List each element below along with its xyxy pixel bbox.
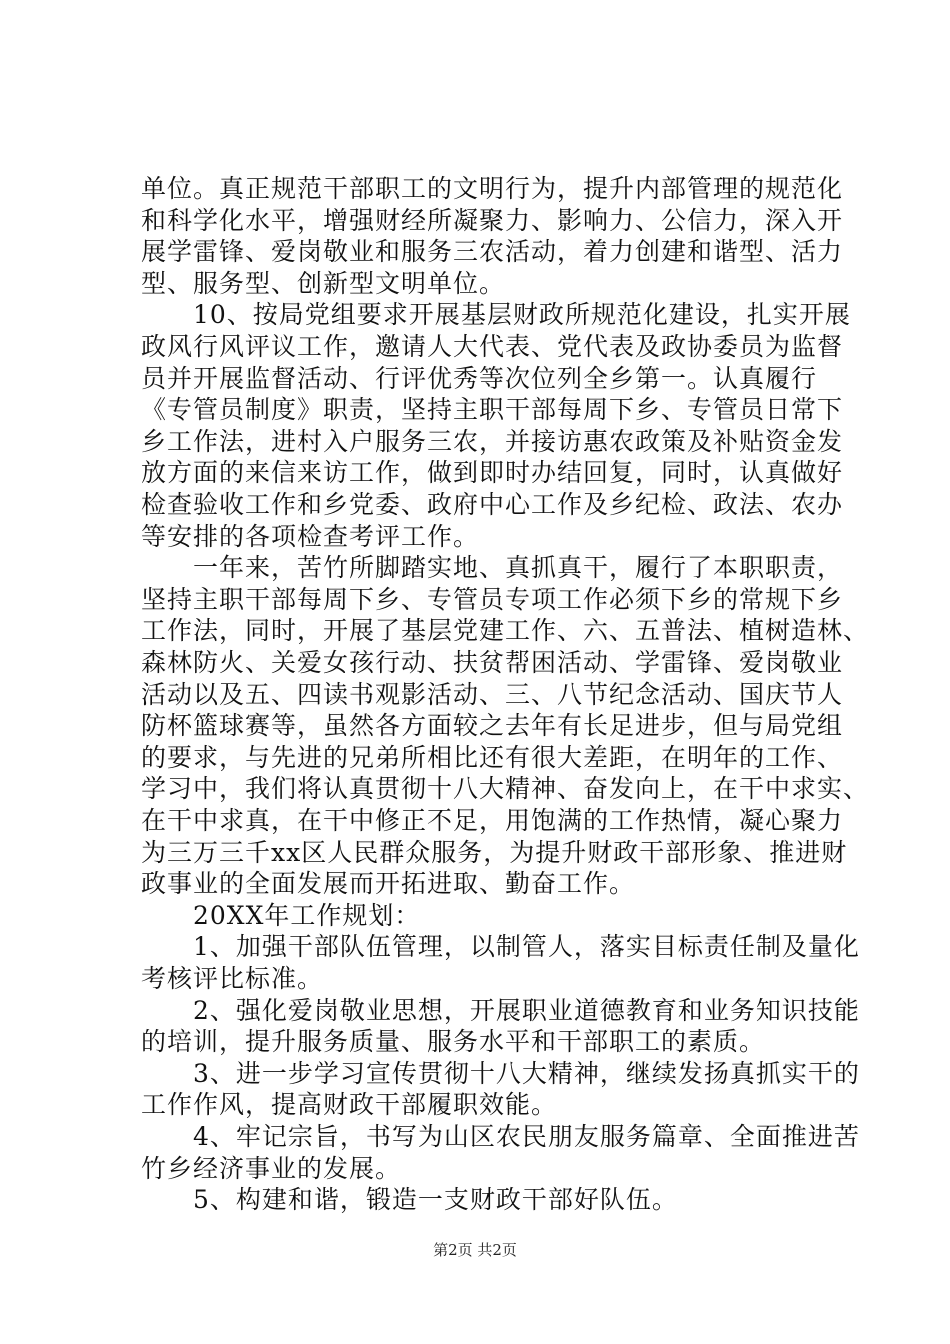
body-text-line: 竹乡经济事业的发展。 — [141, 1153, 402, 1183]
body-text-line: 森林防火、关爱女孩行动、扶贫帮困活动、学雷锋、爱岗敬业 — [141, 648, 844, 677]
body-text-line: 10、按局党组要求开展基层财政所规范化建设，扎实开展 — [141, 300, 851, 330]
body-text-line: 等安排的各项检查考评工作。 — [141, 521, 480, 551]
body-text-line: 工作法，同时，开展了基层党建工作、六、五普法、植树造林、 — [141, 616, 870, 646]
body-text-line: 和科学化水平，增强财经所凝聚力、影响力、公信力，深入开 — [141, 205, 844, 235]
page-number-footer: 第2页 共2页 — [433, 1241, 517, 1259]
body-text-line: 一年来，苦竹所脚踏实地、真抓真干，履行了本职职责， — [141, 553, 844, 583]
body-text-line: 为三万三千xx区人民群众服务，为提升财政干部形象、推进财 — [141, 837, 848, 867]
body-text-line: 的培训，提升服务质量、服务水平和干部职工的素质。 — [141, 1027, 766, 1057]
section-heading: 20XX年工作规划： — [141, 900, 421, 930]
body-text-line: 活动以及五、四读书观影活动、三、八节纪念活动、国庆节人 — [141, 679, 844, 709]
body-text-line: 员并开展监督活动、行评优秀等次位列全乡第一。认真履行 — [141, 363, 818, 393]
body-text-line: 《专管员制度》职责，坚持主职干部每周下乡、专管员日常下 — [141, 395, 844, 425]
body-text-line: 放方面的来信来访工作，做到即时办结回复，同时，认真做好 — [141, 458, 844, 488]
body-text-line: 考核评比标准。 — [141, 964, 324, 993]
body-text-line: 型、服务型、创新型文明单位。 — [141, 268, 506, 298]
body-text-line: 1、加强干部队伍管理，以制管人，落实目标责任制及量化 — [141, 932, 860, 962]
body-text-line: 单位。真正规范干部职工的文明行为，提升内部管理的规范化 — [141, 174, 844, 203]
body-text-line: 展学雷锋、爱岗敬业和服务三农活动，着力创建和谐型、活力 — [141, 237, 844, 267]
body-text-line: 乡工作法，进村入户服务三农，并接访惠农政策及补贴资金发 — [141, 426, 844, 456]
body-text-line: 工作作风，提高财政干部履职效能。 — [141, 1090, 558, 1120]
body-text-line: 5、构建和谐，锻造一支财政干部好队伍。 — [141, 1185, 678, 1215]
body-text-line: 政风行风评议工作，邀请人大代表、党代表及政协委员为监督 — [141, 332, 844, 361]
body-text-line: 政事业的全面发展而开拓进取、勤奋工作。 — [141, 869, 636, 899]
body-text-line: 坚持主职干部每周下乡、专管员专项工作必须下乡的常规下乡 — [141, 584, 844, 614]
body-text-line: 检查验收工作和乡党委、政府中心工作及乡纪检、政法、农办 — [141, 490, 844, 519]
body-text-line: 4、牢记宗旨，书写为山区农民朋友服务篇章、全面推进苦 — [141, 1122, 860, 1151]
body-text-line: 2、强化爱岗敬业思想，开展职业道德教育和业务知识技能 — [141, 995, 860, 1025]
body-text-line: 学习中，我们将认真贯彻十八大精神、奋发向上，在干中求实、 — [141, 774, 870, 804]
body-text-line: 防杯篮球赛等，虽然各方面较之去年有长足进步，但与局党组 — [141, 711, 844, 741]
body-text-line: 在干中求真，在干中修正不足，用饱满的工作热情，凝心聚力 — [141, 806, 844, 835]
body-text-line: 的要求，与先进的兄弟所相比还有很大差距，在明年的工作、 — [141, 742, 844, 772]
body-text-line: 3、进一步学习宣传贯彻十八大精神，继续发扬真抓实干的 — [141, 1058, 860, 1088]
